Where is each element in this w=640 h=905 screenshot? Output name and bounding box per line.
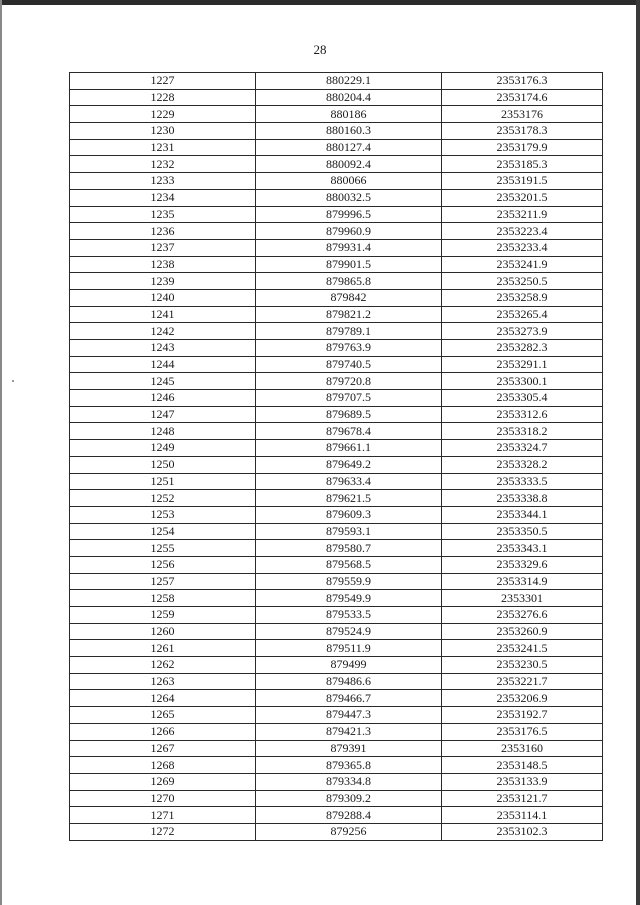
- x-coordinate-cell: 879391: [256, 740, 442, 757]
- y-coordinate-cell: 2353344.1: [442, 506, 603, 523]
- table-row: [70, 123, 603, 140]
- table-row: [70, 373, 603, 390]
- table-row: [70, 173, 603, 190]
- table-row: [70, 556, 603, 573]
- point-number-cell: 1231: [70, 139, 256, 156]
- table-row: [70, 340, 603, 357]
- table-row: [70, 790, 603, 807]
- y-coordinate-cell: 2353260.9: [442, 623, 603, 640]
- y-coordinate-cell: 2353179.9: [442, 139, 603, 156]
- y-coordinate-cell: 2353291.1: [442, 356, 603, 373]
- y-coordinate-cell: 2353333.5: [442, 473, 603, 490]
- table-row: [70, 139, 603, 156]
- point-number-cell: 1258: [70, 590, 256, 607]
- point-number-cell: 1229: [70, 106, 256, 123]
- point-number-cell: 1257: [70, 573, 256, 590]
- table-row: [70, 423, 603, 440]
- point-number-cell: 1234: [70, 189, 256, 206]
- table-row: [70, 306, 603, 323]
- y-coordinate-cell: 2353314.9: [442, 573, 603, 590]
- point-number-cell: 1252: [70, 490, 256, 507]
- y-coordinate-cell: 2353191.5: [442, 173, 603, 190]
- y-coordinate-cell: 2353114.1: [442, 807, 603, 824]
- scan-edge-right: [636, 0, 640, 905]
- point-number-cell: 1255: [70, 540, 256, 557]
- x-coordinate-cell: 879365.8: [256, 757, 442, 774]
- x-coordinate-cell: 879789.1: [256, 323, 442, 340]
- page-number: 28: [313, 42, 327, 57]
- table-row: [70, 239, 603, 256]
- table-row: [70, 456, 603, 473]
- y-coordinate-cell: 2353343.1: [442, 540, 603, 557]
- point-number-cell: 1244: [70, 356, 256, 373]
- x-coordinate-cell: 879842: [256, 289, 442, 306]
- y-coordinate-cell: 2353211.9: [442, 206, 603, 223]
- x-coordinate-cell: 879707.5: [256, 390, 442, 407]
- x-coordinate-cell: 880032.5: [256, 189, 442, 206]
- x-coordinate-cell: 879609.3: [256, 506, 442, 523]
- point-number-cell: 1263: [70, 673, 256, 690]
- x-coordinate-cell: 879524.9: [256, 623, 442, 640]
- table-row: [70, 640, 603, 657]
- y-coordinate-cell: 2353282.3: [442, 340, 603, 357]
- point-number-cell: 1235: [70, 206, 256, 223]
- x-coordinate-cell: 879580.7: [256, 540, 442, 557]
- point-number-cell: 1259: [70, 607, 256, 624]
- point-number-cell: 1267: [70, 740, 256, 757]
- y-coordinate-cell: 2353133.9: [442, 773, 603, 790]
- point-number-cell: 1237: [70, 239, 256, 256]
- point-number-cell: 1240: [70, 289, 256, 306]
- y-coordinate-cell: 2353276.6: [442, 607, 603, 624]
- point-number-cell: 1238: [70, 256, 256, 273]
- y-coordinate-cell: 2353265.4: [442, 306, 603, 323]
- point-number-cell: 1227: [70, 73, 256, 90]
- point-number-cell: 1241: [70, 306, 256, 323]
- point-number-cell: 1253: [70, 506, 256, 523]
- x-coordinate-cell: 879447.3: [256, 707, 442, 724]
- x-coordinate-cell: 879649.2: [256, 456, 442, 473]
- x-coordinate-cell: 880127.4: [256, 139, 442, 156]
- point-number-cell: 1268: [70, 757, 256, 774]
- table-row: [70, 506, 603, 523]
- point-number-cell: 1250: [70, 456, 256, 473]
- table-row: [70, 189, 603, 206]
- table-row: [70, 223, 603, 240]
- y-coordinate-cell: 2353324.7: [442, 440, 603, 457]
- point-number-cell: 1249: [70, 440, 256, 457]
- y-coordinate-cell: 2353121.7: [442, 790, 603, 807]
- table-row: [70, 590, 603, 607]
- point-number-cell: 1232: [70, 156, 256, 173]
- table-row: [70, 73, 603, 90]
- x-coordinate-cell: 880092.4: [256, 156, 442, 173]
- table-row: [70, 523, 603, 540]
- y-coordinate-cell: 2353300.1: [442, 373, 603, 390]
- table-row: [70, 673, 603, 690]
- y-coordinate-cell: 2353301: [442, 590, 603, 607]
- x-coordinate-cell: 879559.9: [256, 573, 442, 590]
- table-row: [70, 690, 603, 707]
- table-row: [70, 807, 603, 824]
- x-coordinate-cell: 879960.9: [256, 223, 442, 240]
- x-coordinate-cell: 879593.1: [256, 523, 442, 540]
- coordinates-table-body: [70, 73, 603, 841]
- y-coordinate-cell: 2353250.5: [442, 273, 603, 290]
- point-number-cell: 1233: [70, 173, 256, 190]
- table-row: [70, 823, 603, 840]
- y-coordinate-cell: 2353160: [442, 740, 603, 757]
- table-row: [70, 256, 603, 273]
- point-number-cell: 1270: [70, 790, 256, 807]
- scan-edge-left: [0, 0, 2, 905]
- y-coordinate-cell: 2353102.3: [442, 823, 603, 840]
- y-coordinate-cell: 2353350.5: [442, 523, 603, 540]
- y-coordinate-cell: 2353176.3: [442, 73, 603, 90]
- table-row: [70, 323, 603, 340]
- x-coordinate-cell: 879309.2: [256, 790, 442, 807]
- x-coordinate-cell: 879549.9: [256, 590, 442, 607]
- x-coordinate-cell: 879763.9: [256, 340, 442, 357]
- table-row: [70, 106, 603, 123]
- y-coordinate-cell: 2353241.5: [442, 640, 603, 657]
- y-coordinate-cell: 2353230.5: [442, 657, 603, 674]
- y-coordinate-cell: 2353206.9: [442, 690, 603, 707]
- y-coordinate-cell: 2353221.7: [442, 673, 603, 690]
- y-coordinate-cell: 2353241.9: [442, 256, 603, 273]
- table-row: [70, 440, 603, 457]
- y-coordinate-cell: 2353174.6: [442, 89, 603, 106]
- point-number-cell: 1239: [70, 273, 256, 290]
- table-row: [70, 540, 603, 557]
- y-coordinate-cell: 2353305.4: [442, 390, 603, 407]
- table-row: [70, 390, 603, 407]
- point-number-cell: 1272: [70, 823, 256, 840]
- y-coordinate-cell: 2353233.4: [442, 239, 603, 256]
- x-coordinate-cell: 880229.1: [256, 73, 442, 90]
- table-row: [70, 573, 603, 590]
- x-coordinate-cell: 880186: [256, 106, 442, 123]
- table-row: [70, 607, 603, 624]
- table-row: [70, 473, 603, 490]
- point-number-cell: 1247: [70, 406, 256, 423]
- point-number-cell: 1265: [70, 707, 256, 724]
- point-number-cell: 1271: [70, 807, 256, 824]
- point-number-cell: 1260: [70, 623, 256, 640]
- table-row: [70, 156, 603, 173]
- x-coordinate-cell: 879633.4: [256, 473, 442, 490]
- table-row: [70, 206, 603, 223]
- x-coordinate-cell: 879720.8: [256, 373, 442, 390]
- y-coordinate-cell: 2353328.2: [442, 456, 603, 473]
- table-row: [70, 273, 603, 290]
- x-coordinate-cell: 879661.1: [256, 440, 442, 457]
- point-number-cell: 1262: [70, 657, 256, 674]
- y-coordinate-cell: 2353338.8: [442, 490, 603, 507]
- table-row: [70, 356, 603, 373]
- table-row: [70, 289, 603, 306]
- table-row: [70, 773, 603, 790]
- x-coordinate-cell: 879678.4: [256, 423, 442, 440]
- table-row: [70, 89, 603, 106]
- point-number-cell: 1246: [70, 390, 256, 407]
- point-number-cell: 1269: [70, 773, 256, 790]
- x-coordinate-cell: 879421.3: [256, 723, 442, 740]
- y-coordinate-cell: 2353176.5: [442, 723, 603, 740]
- point-number-cell: 1248: [70, 423, 256, 440]
- point-number-cell: 1254: [70, 523, 256, 540]
- y-coordinate-cell: 2353223.4: [442, 223, 603, 240]
- table-row: [70, 657, 603, 674]
- point-number-cell: 1230: [70, 123, 256, 140]
- x-coordinate-cell: 880160.3: [256, 123, 442, 140]
- table-row: [70, 707, 603, 724]
- x-coordinate-cell: 879256: [256, 823, 442, 840]
- y-coordinate-cell: 2353185.3: [442, 156, 603, 173]
- y-coordinate-cell: 2353192.7: [442, 707, 603, 724]
- x-coordinate-cell: 879689.5: [256, 406, 442, 423]
- y-coordinate-cell: 2353318.2: [442, 423, 603, 440]
- y-coordinate-cell: 2353273.9: [442, 323, 603, 340]
- x-coordinate-cell: 879533.5: [256, 607, 442, 624]
- y-coordinate-cell: 2353329.6: [442, 556, 603, 573]
- x-coordinate-cell: 879334.8: [256, 773, 442, 790]
- point-number-cell: 1243: [70, 340, 256, 357]
- x-coordinate-cell: 880066: [256, 173, 442, 190]
- point-number-cell: 1261: [70, 640, 256, 657]
- y-coordinate-cell: 2353178.3: [442, 123, 603, 140]
- point-number-cell: 1242: [70, 323, 256, 340]
- table-row: [70, 740, 603, 757]
- x-coordinate-cell: 879568.5: [256, 556, 442, 573]
- x-coordinate-cell: 879821.2: [256, 306, 442, 323]
- x-coordinate-cell: 879499: [256, 657, 442, 674]
- point-number-cell: 1245: [70, 373, 256, 390]
- y-coordinate-cell: 2353258.9: [442, 289, 603, 306]
- x-coordinate-cell: 879931.4: [256, 239, 442, 256]
- scan-speck: [12, 380, 14, 382]
- x-coordinate-cell: 879466.7: [256, 690, 442, 707]
- table-row: [70, 723, 603, 740]
- x-coordinate-cell: 879486.6: [256, 673, 442, 690]
- x-coordinate-cell: 879996.5: [256, 206, 442, 223]
- table-row: [70, 490, 603, 507]
- x-coordinate-cell: 879740.5: [256, 356, 442, 373]
- point-number-cell: 1264: [70, 690, 256, 707]
- y-coordinate-cell: 2353148.5: [442, 757, 603, 774]
- y-coordinate-cell: 2353312.6: [442, 406, 603, 423]
- table-row: [70, 623, 603, 640]
- point-number-cell: 1228: [70, 89, 256, 106]
- point-number-cell: 1251: [70, 473, 256, 490]
- x-coordinate-cell: 879865.8: [256, 273, 442, 290]
- point-number-cell: 1236: [70, 223, 256, 240]
- x-coordinate-cell: 879901.5: [256, 256, 442, 273]
- table-row: [70, 757, 603, 774]
- scan-edge-top: [0, 0, 640, 5]
- x-coordinate-cell: 879511.9: [256, 640, 442, 657]
- table-row: [70, 406, 603, 423]
- x-coordinate-cell: 879621.5: [256, 490, 442, 507]
- y-coordinate-cell: 2353176: [442, 106, 603, 123]
- point-number-cell: 1256: [70, 556, 256, 573]
- x-coordinate-cell: 880204.4: [256, 89, 442, 106]
- y-coordinate-cell: 2353201.5: [442, 189, 603, 206]
- coordinates-table: [69, 72, 603, 841]
- point-number-cell: 1266: [70, 723, 256, 740]
- x-coordinate-cell: 879288.4: [256, 807, 442, 824]
